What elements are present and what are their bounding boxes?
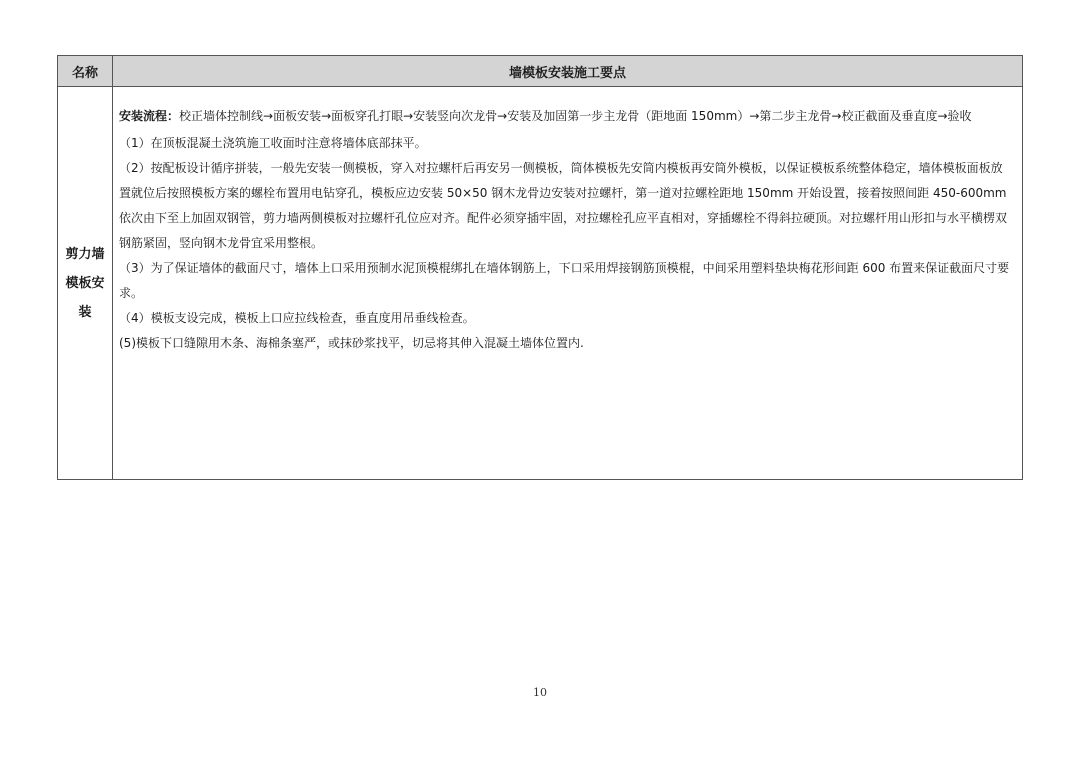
install-flow-label: 安装流程： — [119, 109, 180, 123]
header-content: 墙模板安装施工要点 — [113, 56, 1023, 87]
page-number: 10 — [533, 686, 547, 699]
install-flow-text: 校正墙体控制线→面板安装→面板穿孔打眼→安装竖向次龙骨→安装及加固第一步主龙骨（距地面 150mm）→第二步主龙骨→校正截面及垂直度→验收 — [179, 109, 972, 123]
construction-spec-table — [57, 55, 1023, 480]
point-2: （2）按配板设计循序拼装，一般先安装一侧模板，穿入对拉螺杆后再安另一侧模板，筒体模板先安筒内模板再安筒外模板，以保证模板系统整体稳定，墙体模板面板放置就位后按照模板方案的螺栓布置用电钻穿孔，模板应边安装 50×50 钢木龙骨边安装对拉螺杆，第一道对拉螺栓距地 150mm 开始设置，接着按照间距 450-600mm 依次由下至上加固双钢管，剪力墙两侧模板对拉螺杆孔位应对齐。配件必须穿插牢固，对拉螺栓孔应平直相对，穿插螺栓不得斜拉硬顶。对拉螺杆用山形扣与水平横楞双钢筋紧固，竖向钢木龙骨宜采用整根。 — [119, 161, 1008, 250]
install-flow — [119, 103, 1014, 129]
table-header-row — [58, 56, 1023, 87]
row-name: 剪力墙模板安装 — [58, 87, 113, 480]
point-1: （1）在顶板混凝土浇筑施工收面时注意将墙体底部抹平。 — [119, 136, 427, 150]
point-5: (5)模板下口缝隙用木条、海棉条塞严，或抹砂浆找平，切忌将其伸入混凝土墙体位置内. — [119, 336, 584, 350]
point-4: （4）模板支设完成，模板上口应拉线检查，垂直度用吊垂线检查。 — [119, 311, 475, 325]
point-3: （3）为了保证墙体的截面尺寸，墙体上口采用预制水泥顶模棍绑扎在墙体钢筋上，下口采用焊接钢筋顶模棍，中间采用塑料垫块梅花形间距 600 布置来保证截面尺寸要求。 — [119, 261, 1010, 300]
table-row — [58, 87, 1023, 480]
row-content — [113, 87, 1023, 480]
header-name: 名称 — [58, 56, 113, 87]
